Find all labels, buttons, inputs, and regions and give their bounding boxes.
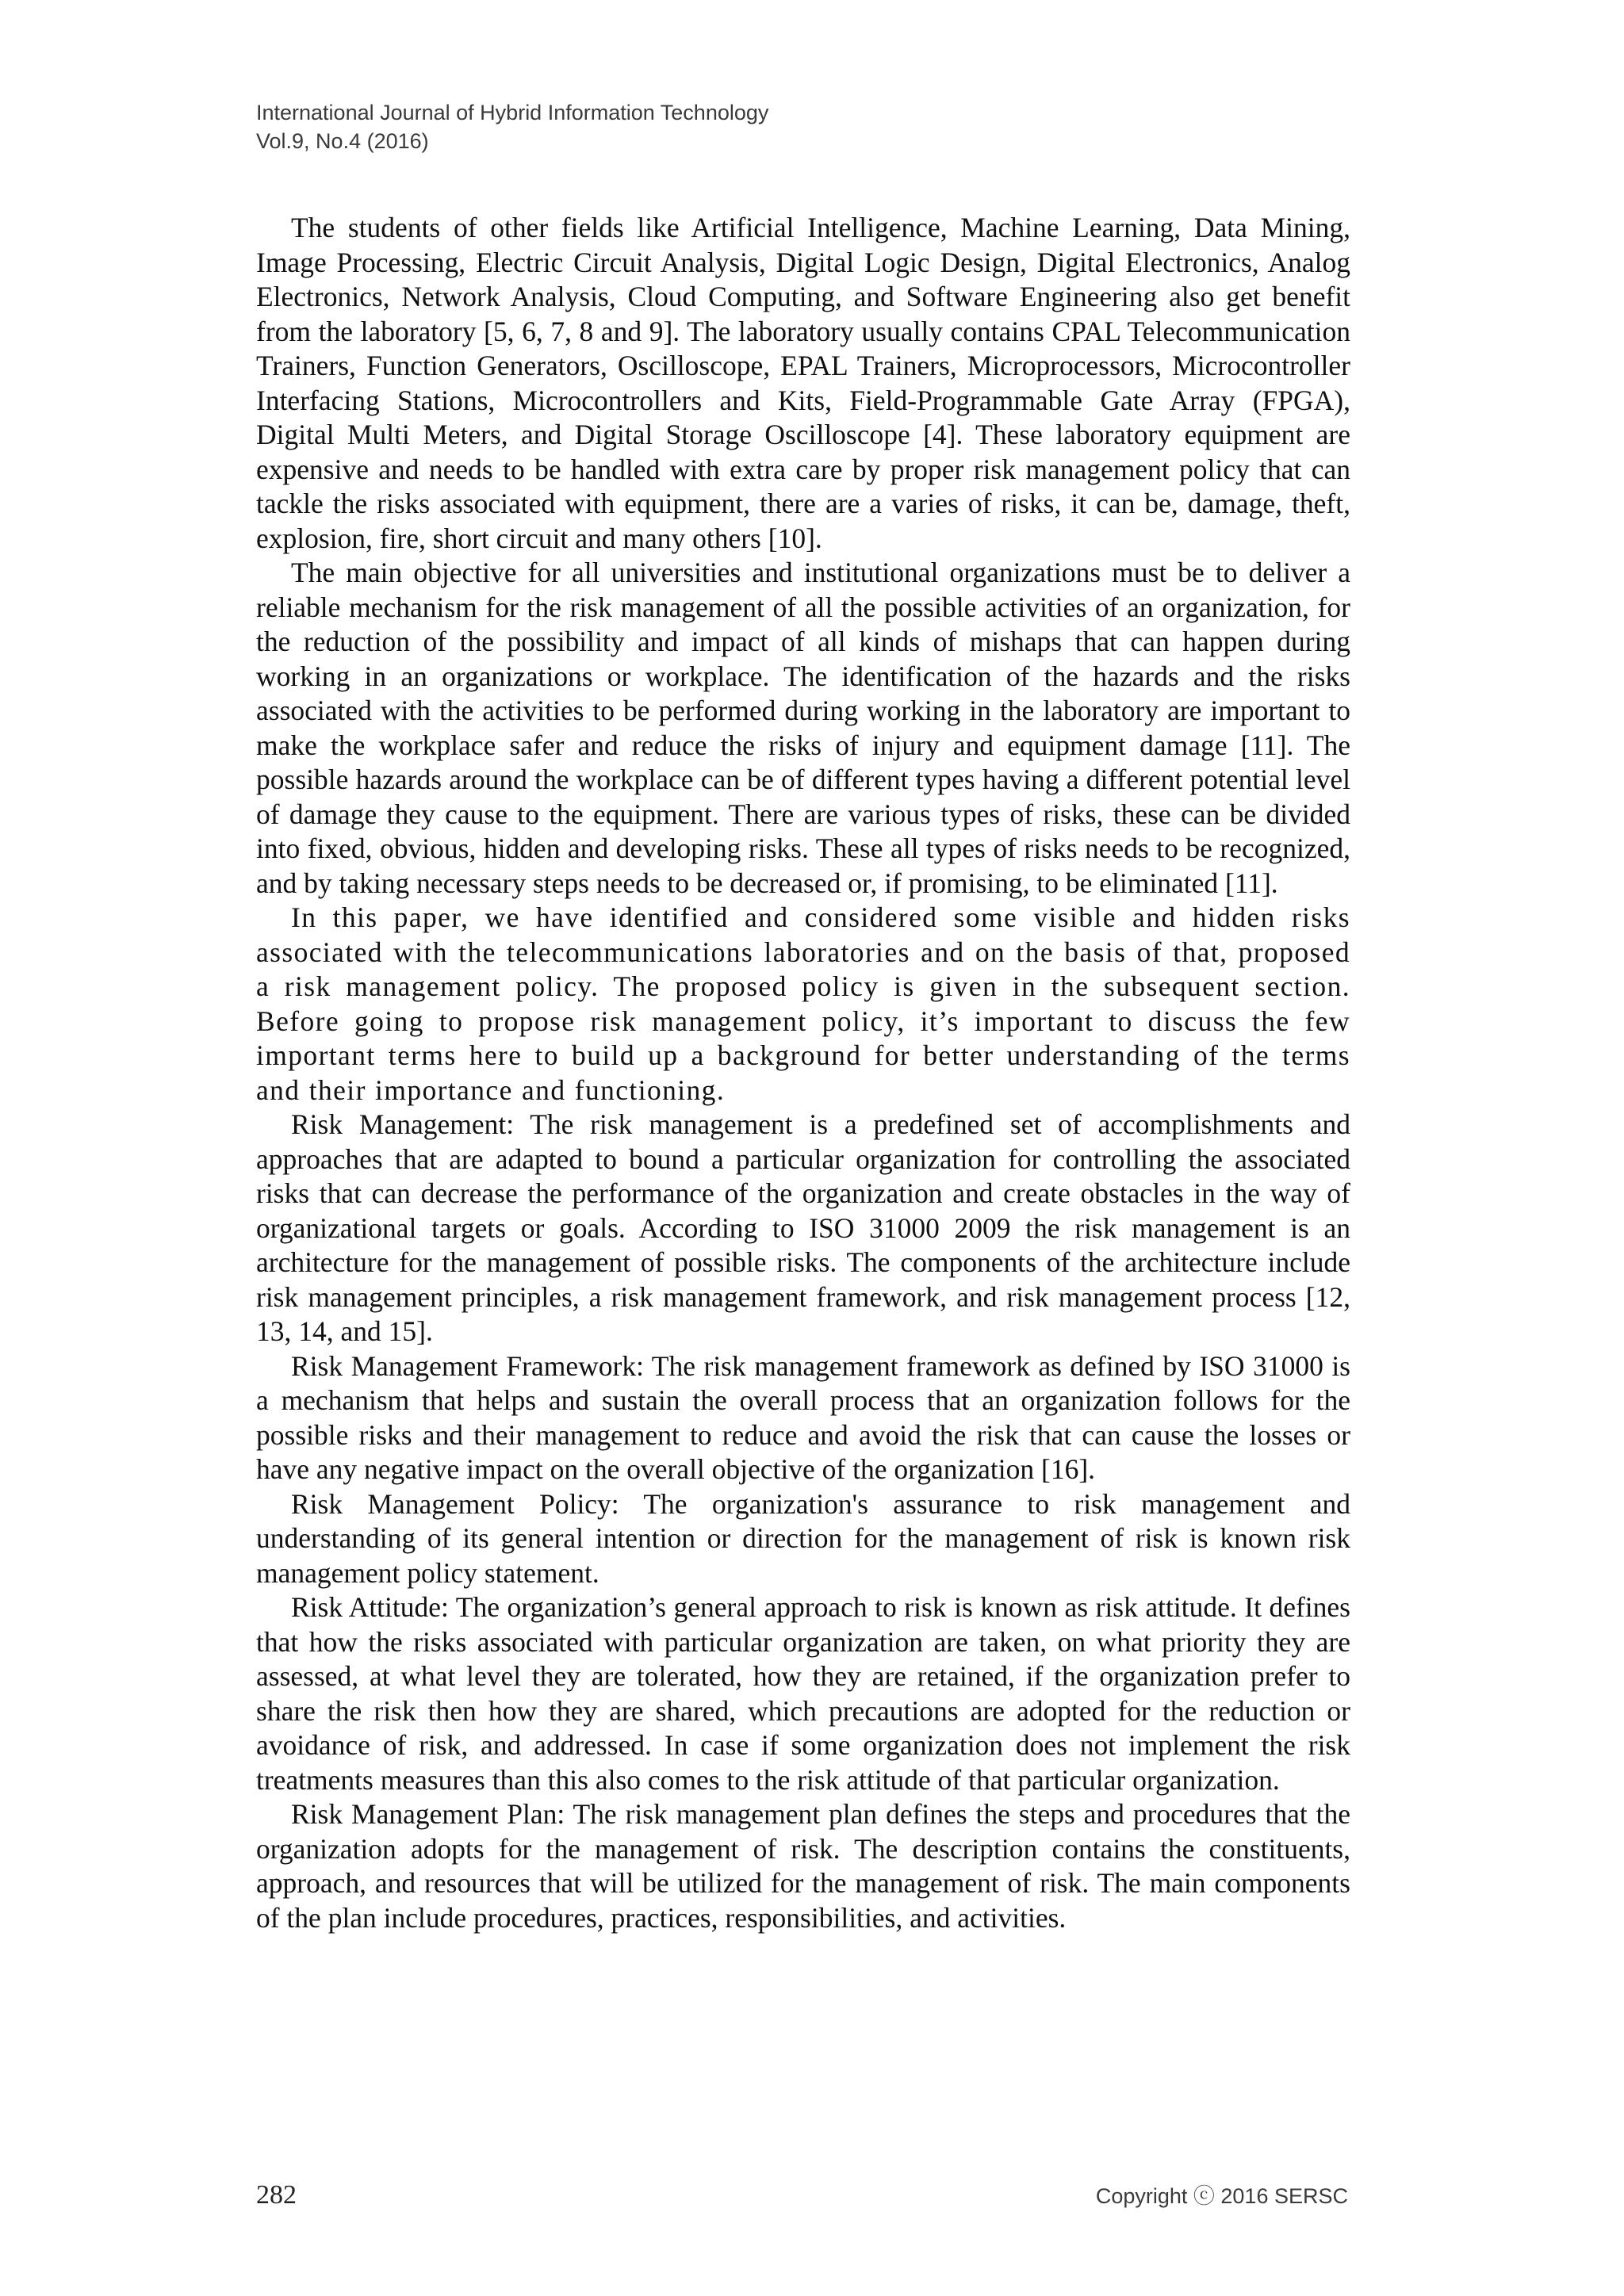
- paragraph-risk-management-framework: Risk Management Framework: The risk management framework as defined by ISO 31000 is a mechanism that helps and sustain the overall process that an organization follows for the possible risks and their management to reduce and avoid the risk that can cause the losses or have any negative impact on the overall objective of the organization [16].: [256, 1349, 1350, 1485]
- page-number: 282: [256, 2180, 297, 2210]
- paragraph-risk-management-policy: Risk Management Policy: The organization's assurance to risk management and understanding of its general intention or direction for the management of risk is known risk management policy statement.: [256, 1487, 1350, 1589]
- journal-title: International Journal of Hybrid Information Technology: [256, 101, 769, 124]
- copyright-notice: Copyright ⓒ 2016 SERSC: [1095, 2184, 1348, 2208]
- paragraph-this-paper: In this paper, we have identified and considered some visible and hidden risks associated with the telecommunications laboratories and on the basis of that, proposed a risk management policy. The proposed policy is given in the subsequent section. Before going to propose risk management policy, it’s important to discuss the few important terms here to build up a background for better understanding of the terms and their importance and functioning.: [256, 901, 1350, 1106]
- journal-volume: Vol.9, No.4 (2016): [256, 129, 429, 153]
- running-header: [256, 98, 1366, 155]
- paragraph-risk-management: Risk Management: The risk management is a predefined set of accomplishments and approaches that are adapted to bound a particular organization for controlling the associated risks that can decrease the performance of the organization and create obstacles in the way of organizational targets or goals. According to ISO 31000 2009 the risk management is an architecture for the management of possible risks. The components of the architecture include risk management principles, a risk management framework, and risk management process [12, 13, 14, and 15].: [256, 1108, 1350, 1347]
- paragraph-risk-attitude: Risk Attitude: The organization’s general approach to risk is known as risk attitude. It defines that how the risks associated with particular organization are taken, on what priority they are assessed, at what level they are tolerated, how they are retained, if the organization prefer to share the risk then how they are shared, which precautions are adopted for the reduction or avoidance of risk, and addressed. In case if some organization does not implement the risk treatments measures than this also comes to the risk attitude of that particular organization.: [256, 1591, 1350, 1796]
- paragraph-main-objective: The main objective for all universities and institutional organizations must be to deliver a reliable mechanism for the risk management of all the possible activities of an organization, for the reduction of the possibility and impact of all kinds of mishaps that can happen during working in an organizations or workplace. The identification of the hazards and the risks associated with the activities to be performed during working in the laboratory are important to make the workplace safer and reduce the risks of injury and equipment damage [11]. The possible hazards around the workplace can be of different types having a different potential level of damage they cause to the equipment. There are various types of risks, these can be divided into fixed, obvious, hidden and developing risks. These all types of risks needs to be recognized, and by taking necessary steps needs to be decreased or, if promising, to be eliminated [11].: [256, 557, 1350, 899]
- paragraph-lab-equipment: The students of other fields like Artificial Intelligence, Machine Learning, Data Mining, Image Processing, Electric Circuit Analysis, Digital Logic Design, Digital Electronics, Analog Electronics, Network Analysis, Cloud Computing, and Software Engineering also get benefit from the laboratory [5, 6, 7, 8 and 9]. The laboratory usually contains CPAL Telecommunication Trainers, Function Generators, Oscilloscope, EPAL Trainers, Microprocessors, Microcontroller Interfacing Stations, Microcontrollers and Kits, Field-Programmable Gate Array (FPGA), Digital Multi Meters, and Digital Storage Oscilloscope [4]. These laboratory equipment are expensive and needs to be handled with extra care by proper risk management policy that can tackle the risks associated with equipment, there are a varies of risks, it can be, damage, theft, explosion, fire, short circuit and many others [10].: [256, 212, 1350, 554]
- article-body: [256, 211, 1350, 1935]
- paragraph-risk-management-plan: Risk Management Plan: The risk management plan defines the steps and procedures that the organization adopts for the management of risk. The description contains the constituents, approach, and resources that will be utilized for the management of risk. The main components of the plan include procedures, practices, responsibilities, and activities.: [256, 1798, 1350, 1934]
